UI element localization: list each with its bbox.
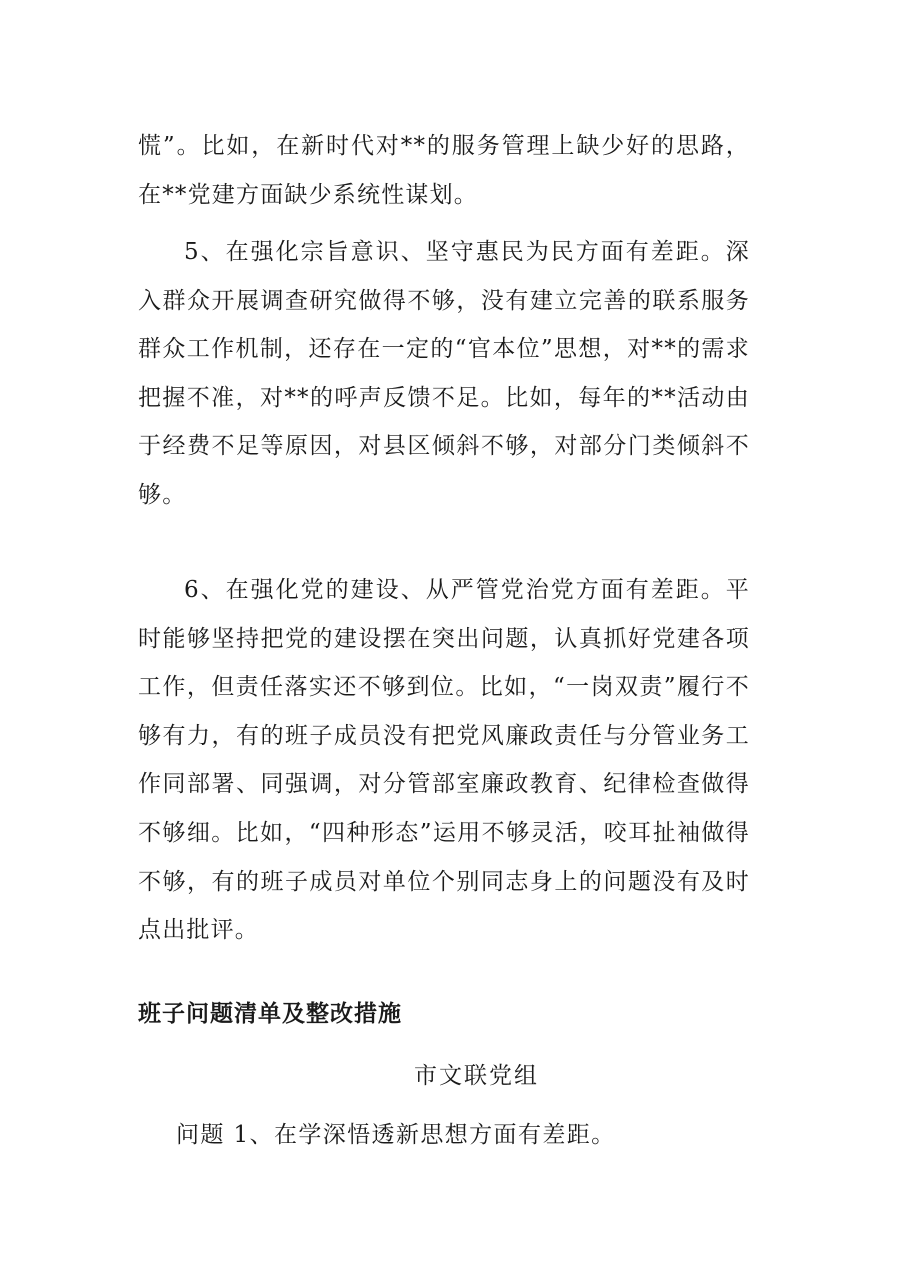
section-heading: 班子问题清单及整改措施 <box>138 1001 402 1027</box>
organization-name: 市文联党组 <box>414 1063 539 1089</box>
paragraph-item-6: 6、在强化党的建设、从严管党治党方面有差距。平时能够坚持把党的建设摆在突出问题，认真抓好党建各项工作，但责任落实还不够到位。比如，“一岗双责”履行不够有力，有的班子成员没有把党风廉政责任与分管业务工作同部署、同强调，对分管部室廉政教育、纪律检查做得不够细。比如，“四种形态”运用不够灵活，咬耳扯袖做得不够，有的班子成员对单位个别同志身上的问题没有及时点出批评。 <box>138 577 750 944</box>
paragraph-item-5: 5、在强化宗旨意识、坚守惠民为民方面有差距。深入群众开展调查研究做得不够，没有建立完善的联系服务群众工作机制，还存在一定的“官本位”思想，对**的需求把握不准，对**的呼声反馈不足。比如，每年的**活动由于经费不足等原因，对县区倾斜不够，对部分门类倾斜不够。 <box>138 239 750 508</box>
issue-1-text: 问题 1、在学深悟透新思想方面有差距。 <box>176 1122 616 1148</box>
paragraph-continued: 慌”。比如，在新时代对**的服务管理上缺少好的思路，在**党建方面缺少系统性谋划。 <box>138 133 750 208</box>
